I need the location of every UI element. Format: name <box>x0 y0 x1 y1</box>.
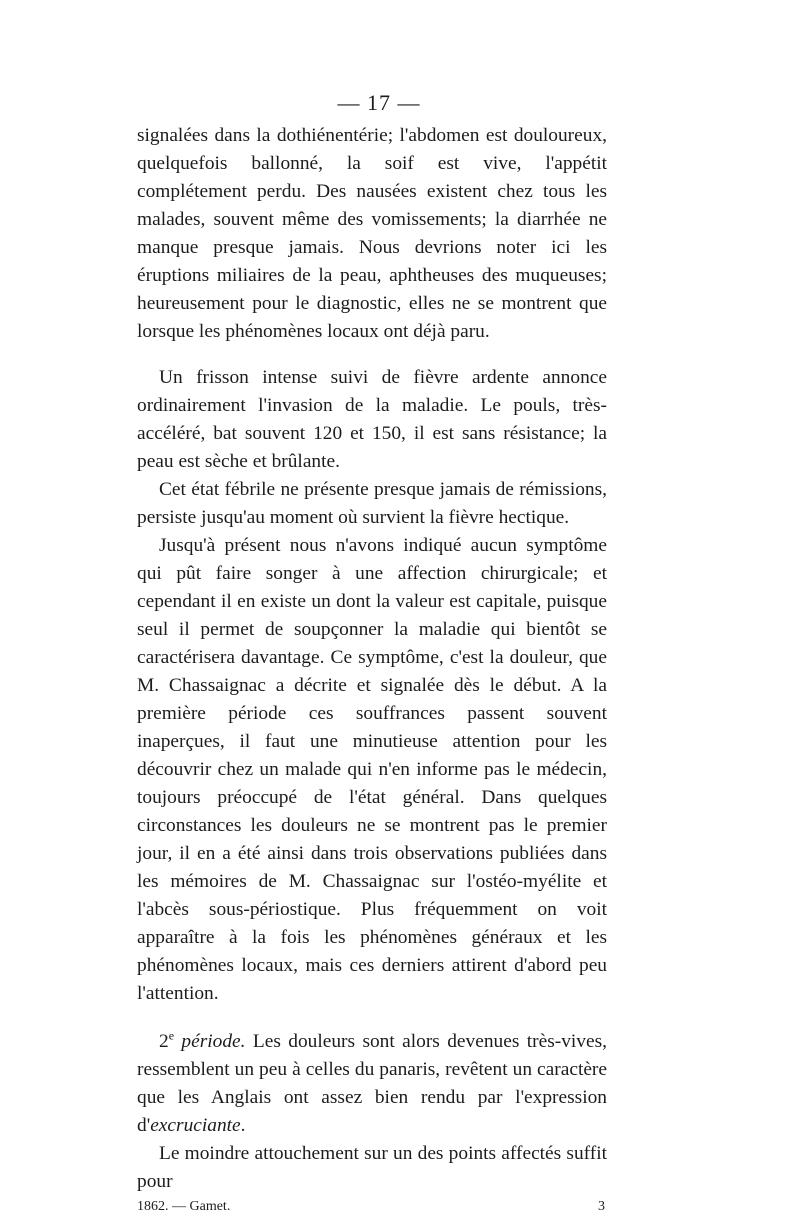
document-page <box>137 88 607 1216</box>
period-number: 2 <box>159 1031 169 1052</box>
period-label: période. <box>181 1031 246 1052</box>
paragraph-4: Jusqu'à présent nous n'avons indiqué aucun symptôme qui pût faire songer à une affection chirurgicale; et cependant il en existe un dont la valeur est capitale, puisque seul il permet de soupçonner la maladie qui bientôt se caractérisera davantage. Ce symptôme, c'est la douleur, que M. Chassaignac a décrite et signalée dès le début. A la première période ces souffrances passent souvent inaperçues, il faut une minutieuse attention pour les découvrir chez un malade qui n'en informe pas le médecin, toujours préoccupé de l'état général. Dans quelques circonstances les douleurs ne se montrent pas le premier jour, il en a été ainsi dans trois observations publiées dans les mémoires de M. Chassaignac sur l'ostéo-myélite et l'abcès sous-périostique. Plus fréquemment on voit apparaître à la fois les phénomènes généraux et les phénomènes locaux, mais ces derniers attirent d'abord peu l'attention. <box>137 535 607 1004</box>
italic-term: excruciante <box>150 1115 241 1136</box>
page-number: — 17 — <box>337 90 421 115</box>
paragraph-5-text-a: Les douleurs sont alors devenues très-vives, ressemblent un peu à celles du panaris, revêtent un caractère que les Anglais ont assez bien rendu par l'expression d' <box>137 1031 607 1136</box>
paragraph-6: Le moindre attouchement sur un des points affectés suffit pour <box>137 1143 607 1192</box>
paragraph-3: Cet état fébrile ne présente presque jamais de rémissions, persiste jusqu'au moment où survient la fièvre hectique. <box>137 479 607 528</box>
paragraph-1: signalées dans la dothiénentérie; l'abdomen est douloureux, quelquefois ballonné, la soif est vive, l'appétit complétement perdu. Des nausées existent chez tous les malades, souvent même des vomissements; la diarrhée ne manque presque jamais. Nous devrions noter ici les éruptions miliaires de la peau, aphtheuses des muqueuses; heureusement pour le diagnostic, elles ne se montrent que lorsque les phénomènes locaux ont déjà paru. <box>137 125 607 342</box>
paragraph-5 <box>137 1028 607 1140</box>
page-footer <box>137 1198 607 1216</box>
paragraph-2: Un frisson intense suivi de fièvre ardente annonce ordinairement l'invasion de la maladie. Le pouls, très-accéléré, bat souvent 120 et 150, il est sans résistance; la peau est sèche et brûlante. <box>137 367 607 472</box>
period-superscript: e <box>168 1028 175 1043</box>
signature-mark: 3 <box>598 1199 605 1214</box>
paragraph-5-text-b: . <box>240 1115 246 1136</box>
footer-signature: 1862. — Gamet. <box>137 1199 231 1214</box>
body-text <box>137 122 607 1196</box>
